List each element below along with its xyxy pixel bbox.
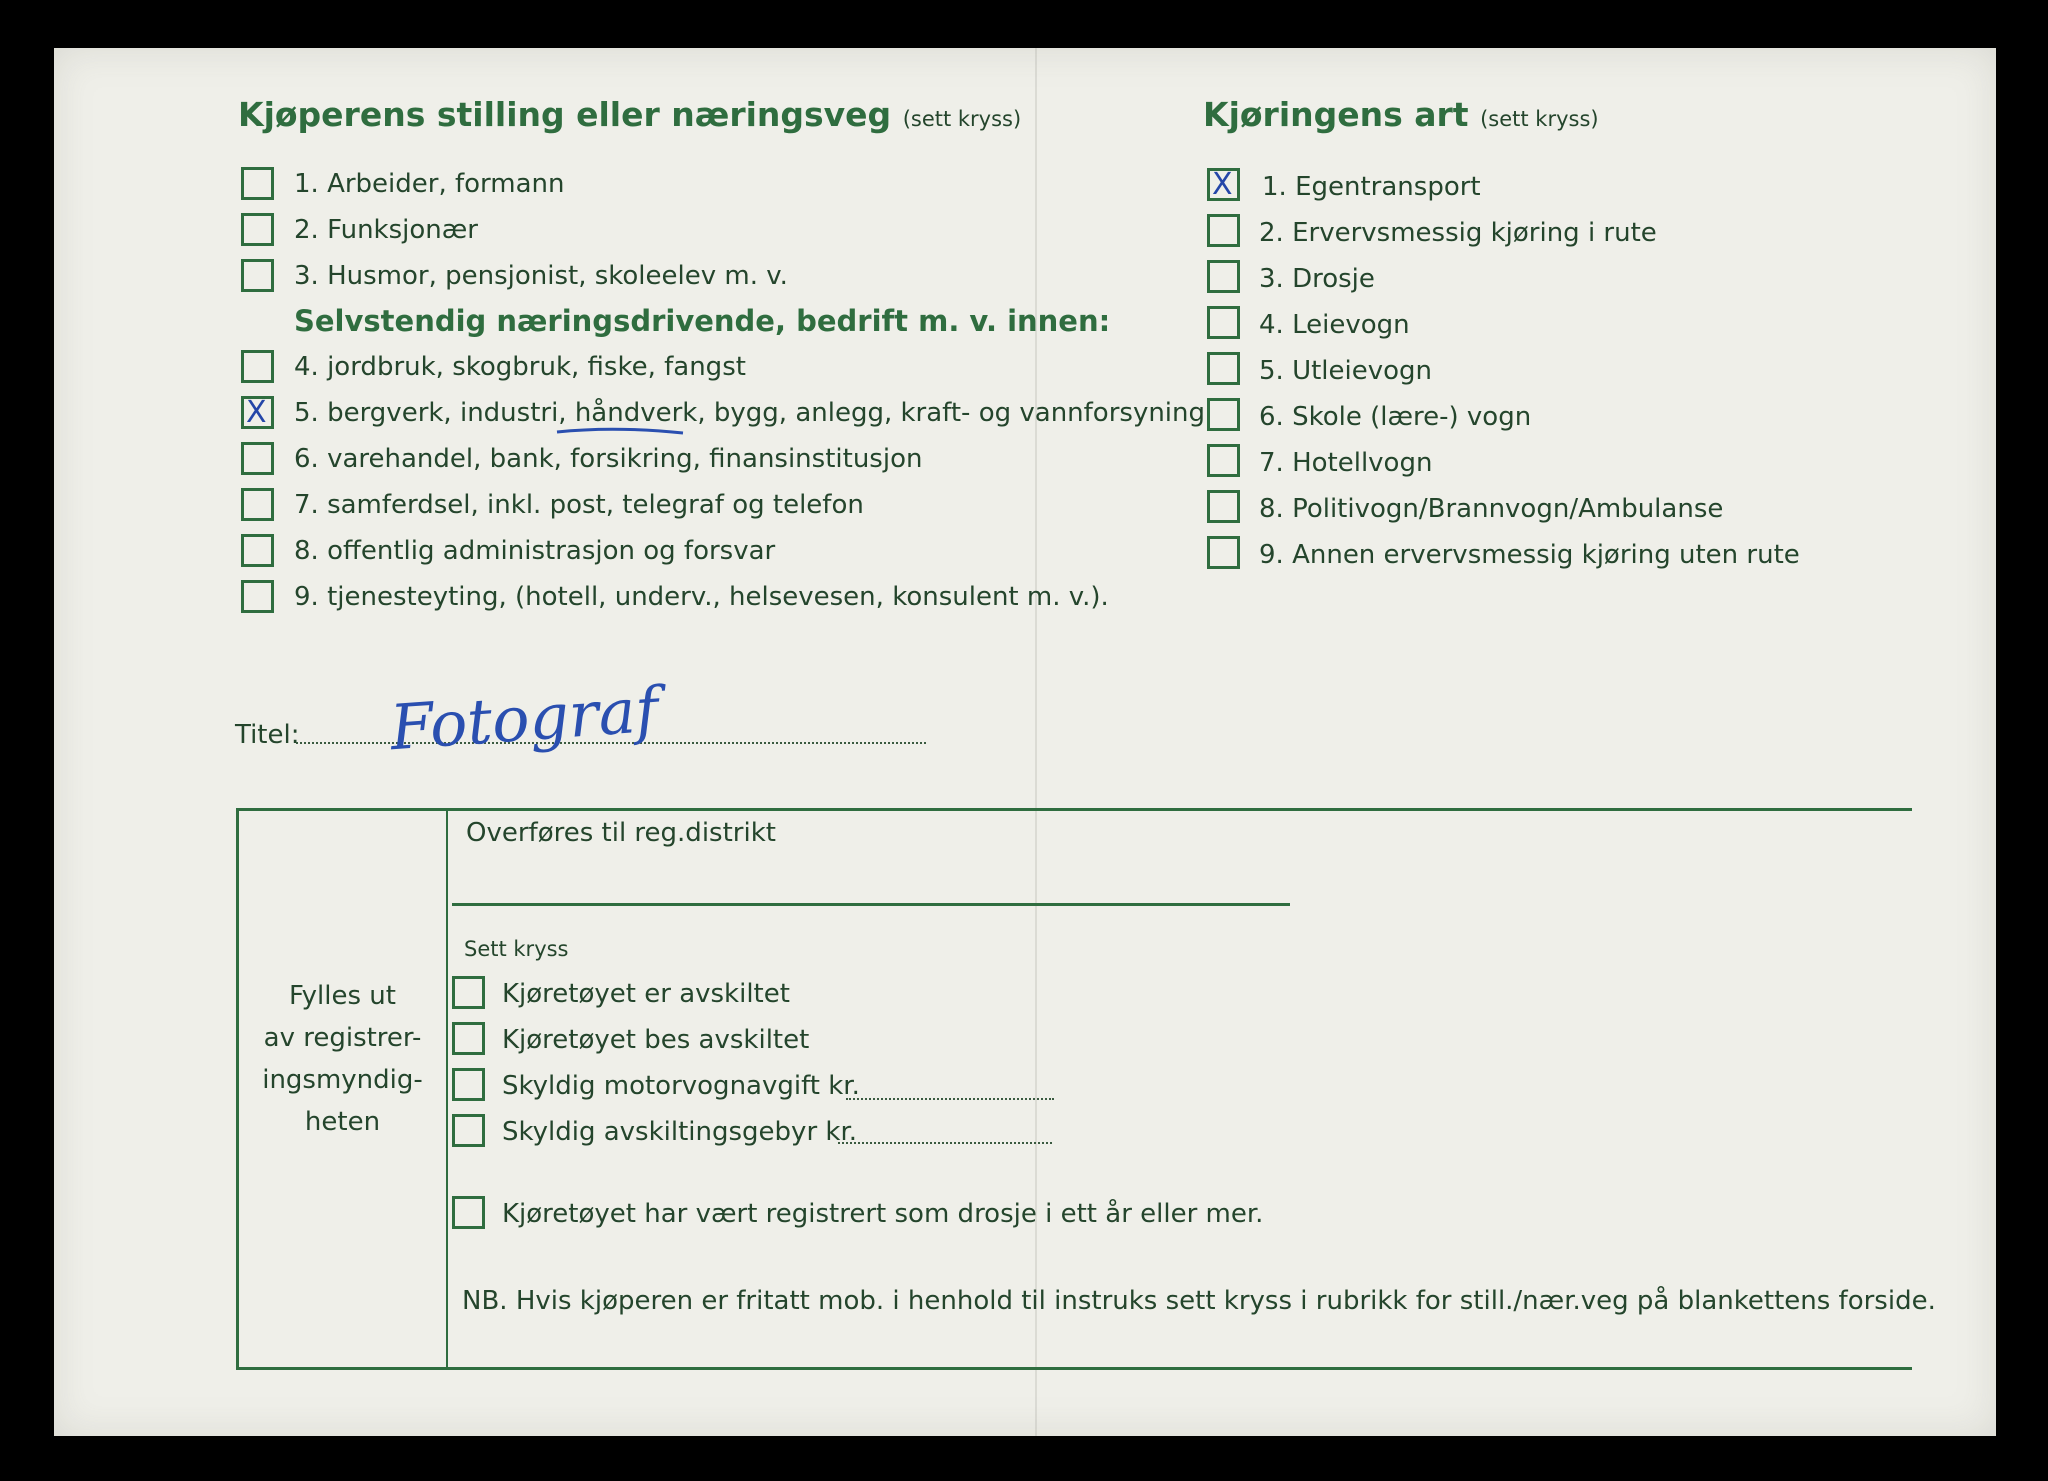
buyer-occupation-hint: (sett kryss) — [902, 107, 1022, 131]
checkbox-driving-3[interactable] — [1207, 260, 1240, 293]
occupation-label-4: 4. jordbruk, skogbruk, fiske, fangst — [294, 352, 746, 382]
authority-side-line-3: ingsmyndig- — [262, 1065, 423, 1095]
check-mark-driving-1: X — [1212, 167, 1233, 202]
checkbox-driving-4[interactable] — [1207, 306, 1240, 339]
occupation-label-8: 8. offentlig administrasjon og forsvar — [294, 536, 776, 566]
occupation-label-6: 6. varehandel, bank, forsikring, finansinstitusjon — [294, 444, 923, 474]
checkbox-occupation-4[interactable] — [241, 350, 274, 383]
checkbox-occupation-1[interactable] — [241, 167, 274, 200]
checkbox-driving-6[interactable] — [1207, 398, 1240, 431]
checkbox-occupation-7[interactable] — [241, 488, 274, 521]
occupation-label-3: 3. Husmor, pensjonist, skoleelev m. v. — [294, 261, 788, 291]
buyer-occupation-title: Kjøperens stilling eller næringsveg — [238, 95, 892, 134]
authority-box-bottom-border — [236, 1367, 1912, 1370]
sett-kryss-label: Sett kryss — [464, 937, 569, 961]
checkbox-driving-5[interactable] — [1207, 352, 1240, 385]
authority-side-line-4: heten — [304, 1107, 381, 1137]
transfer-district-line[interactable] — [452, 903, 1290, 906]
driving-label-5: 5. Utleievogn — [1259, 356, 1433, 386]
occupation-label-7: 7. samferdsel, inkl. post, telegraf og telefon — [294, 490, 864, 520]
driving-label-6: 6. Skole (lære-) vogn — [1259, 402, 1532, 432]
occupation-label-9: 9. tjenesteyting, (hotell, underv., helsevesen, konsulent m. v.). — [294, 582, 1109, 612]
checkbox-occupation-2[interactable] — [241, 213, 274, 246]
checkbox-driving-8[interactable] — [1207, 490, 1240, 523]
check-mark-occupation-5: X — [246, 395, 267, 430]
titel-label: Titel: — [235, 720, 300, 750]
driving-label-3: 3. Drosje — [1259, 264, 1375, 294]
checkbox-request-deregister[interactable] — [452, 1022, 485, 1055]
checkbox-vehicle-tax-owed[interactable] — [452, 1068, 485, 1101]
checkbox-driving-7[interactable] — [1207, 444, 1240, 477]
titel-handwritten-value: Fotograf — [387, 672, 661, 765]
buyer-occupation-heading — [238, 95, 1021, 134]
plate-fee-amount-field[interactable] — [838, 1142, 1052, 1144]
driving-label-2: 2. Ervervsmessig kjøring i rute — [1259, 218, 1657, 248]
checkbox-occupation-8[interactable] — [241, 534, 274, 567]
occupation-label-1: 1. Arbeider, formann — [294, 169, 565, 199]
checkbox-occupation-9[interactable] — [241, 580, 274, 613]
authority-side-line-2: av registrer- — [263, 1023, 422, 1053]
authority-box-top-border — [236, 808, 1912, 811]
vehicle-tax-owed-label: Skyldig motorvognavgift kr. — [502, 1071, 860, 1101]
authority-side-label — [239, 975, 446, 1143]
driving-type-hint: (sett kryss) — [1480, 107, 1599, 131]
nb-note: NB. Hvis kjøperen er fritatt mob. i henhold til instruks sett kryss i rubrikk for still./nær.veg på blankettens forside. — [462, 1286, 1936, 1316]
authority-side-line-1: Fylles ut — [289, 981, 396, 1011]
driving-label-4: 4. Leievogn — [1259, 310, 1410, 340]
transfer-district-label: Overføres til reg.distrikt — [466, 818, 776, 848]
driving-label-7: 7. Hotellvogn — [1259, 448, 1433, 478]
handwritten-underline — [555, 424, 685, 438]
driving-label-8: 8. Politivogn/Brannvogn/Ambulanse — [1259, 494, 1724, 524]
occupation-label-5: 5. bergverk, industri, håndverk, bygg, anlegg, kraft- og vannforsyning — [294, 398, 1206, 428]
driving-type-heading — [1203, 95, 1599, 134]
checkbox-occupation-6[interactable] — [241, 442, 274, 475]
driving-label-1: 1. Egentransport — [1262, 172, 1481, 202]
vehicle-tax-amount-field[interactable] — [846, 1098, 1054, 1100]
request-deregister-label: Kjøretøyet bes avskiltet — [502, 1025, 810, 1055]
registered-taxi-label: Kjøretøyet har vært registrert som drosje i ett år eller mer. — [502, 1199, 1264, 1229]
deregistered-label: Kjøretøyet er avskiltet — [502, 979, 790, 1009]
checkbox-driving-2[interactable] — [1207, 214, 1240, 247]
driving-type-title: Kjøringens art — [1203, 95, 1469, 134]
occupation-label-2: 2. Funksjonær — [294, 215, 478, 245]
driving-label-9: 9. Annen ervervsmessig kjøring uten rute — [1259, 540, 1800, 570]
checkbox-registered-taxi[interactable] — [452, 1196, 485, 1229]
plate-fee-owed-label: Skyldig avskiltingsgebyr kr. — [502, 1117, 858, 1147]
checkbox-plate-fee-owed[interactable] — [452, 1114, 485, 1147]
checkbox-occupation-3[interactable] — [241, 259, 274, 292]
checkbox-deregistered[interactable] — [452, 976, 485, 1009]
self-employed-subheading: Selvstendig næringsdrivende, bedrift m. v. innen: — [294, 304, 1111, 338]
checkbox-driving-9[interactable] — [1207, 536, 1240, 569]
authority-box-divider — [446, 808, 448, 1370]
